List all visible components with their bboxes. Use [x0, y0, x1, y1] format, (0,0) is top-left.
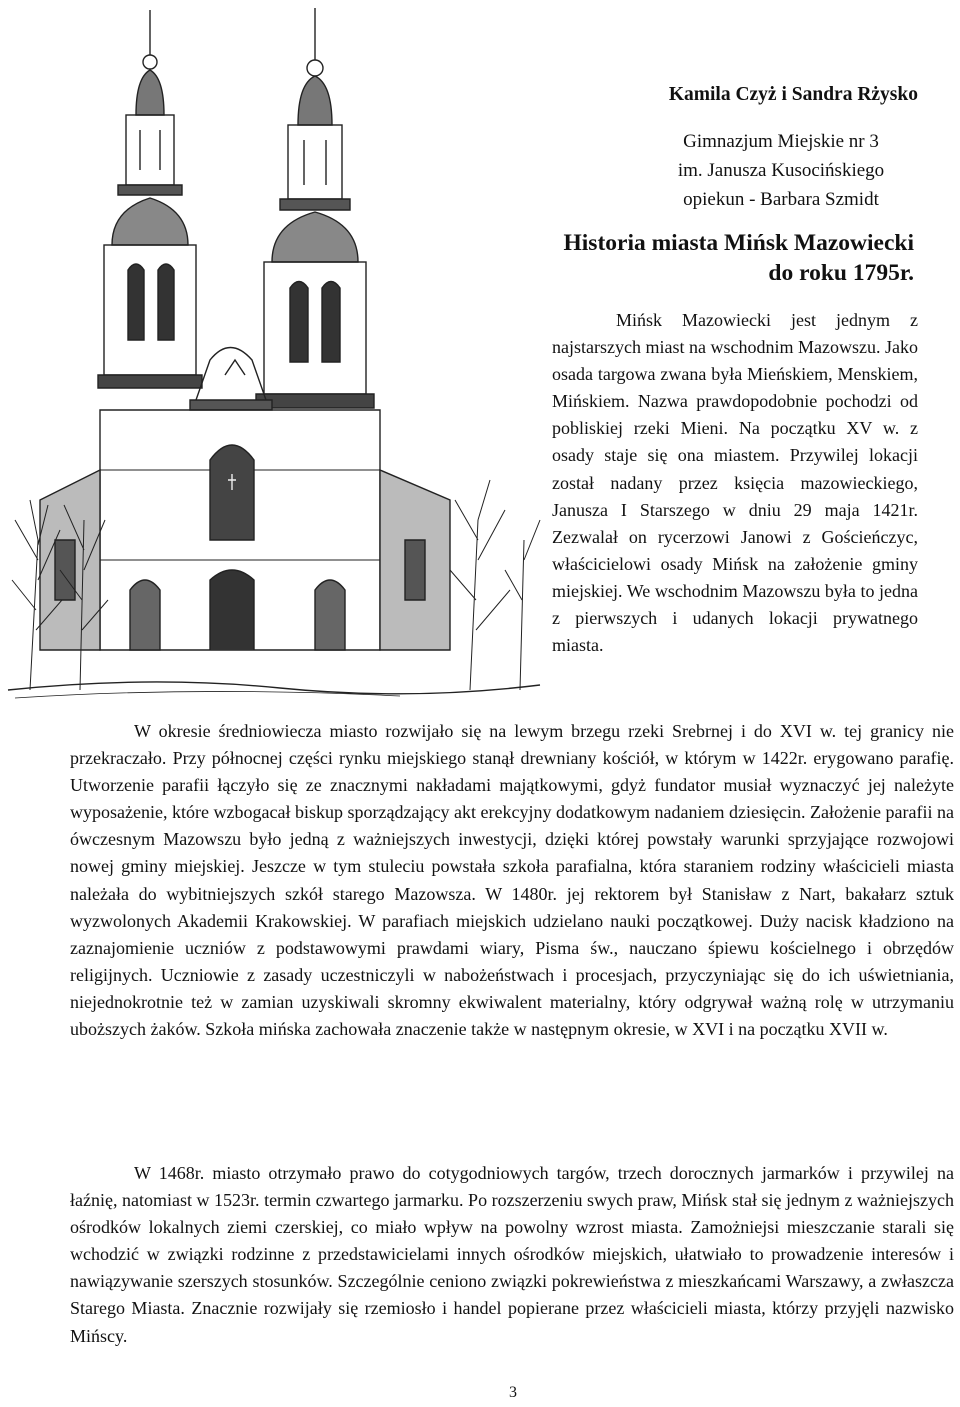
authors: Kamila Czyż i Sandra Rżysko: [668, 84, 918, 105]
school-patron: im. Janusza Kusocińskiego: [677, 160, 885, 181]
page-title: [563, 228, 914, 288]
title-line-1: Historia miasta Mińsk Mazowiecki: [563, 230, 914, 256]
page-number: 3: [509, 1384, 517, 1401]
paragraph-markets: W 1468r. miasto otrzymało prawo do cotygodniowych targów, trzech dorocznych jarmarków i przywilej na łaźnię, natomiast w 1523r. termin czwartego jarmarku. Po rozszerzeniu swych praw, Mińsk stał się jednym z ważniejszych ośrodków lokalnych ziemi czerskiej, co miało wpływ na powolny wzrost miasta. Zamożniejsi mieszczanie starali się wchodzić w związki rodzinne z przedstawicielami innych ośrodków miejskich, ułatwiało to prowadzenie interesów i nawiązywanie szerszych stosunków. Szczególnie ceniono związki pokrewieństwa z mieszkańcami Warszawy, a zwłaszcza Starego Miasta. Znacznie rozwijały się rzemiosło i handel popierane przez właścicieli miasta, którzy przyjęli nazwisko Mińscy.: [70, 1163, 954, 1346]
intro-paragraph: Mińsk Mazowiecki jest jednym z najstarszych miast na wschodnim Mazowszu. Jako osada targowa zwana była Mieńskiem, Menskiem, Mińskiem. Nazwa prawdopodobnie pochodzi od pobliskiej rzeki Mieni. Na początku XV w. z osady staje się ona miastem. Przywilej lokacji został nadany przez księcia mazowieckiego, Janusza I Starszego w dniu 29 maja 1421r. Zezwalał on rycerzowi Janowi z Gościeńczyc, właścicielowi osady Mińsk na założenie gminy miejskiej. We wschodnim Mazowszu była to jedna z pierwszych i udanych lokacji prywatnego miasta.: [552, 310, 918, 656]
school-info: [646, 127, 916, 214]
church-sketch-icon: [0, 0, 545, 700]
school-name: Gimnazjum Miejskie nr 3: [683, 131, 879, 152]
title-line-2: do roku 1795r.: [768, 260, 914, 286]
school-supervisor: opiekun - Barbara Szmidt: [683, 189, 879, 210]
paragraph-medieval: W okresie średniowiecza miasto rozwijało się na lewym brzegu rzeki Srebrnej i do XVI w. tej granicy nie przekraczało. Przy północnej części rynku miejskiego stanął drewniany kościół, w którym w 1422r. erygowano parafię. Utworzenie parafii łączyło się ze znacznymi nakładami majątkowymi, gdyż fundator musiał wyznaczyć jej należyte wyposażenie, które wzbogacał biskup sporządzający akt erekcyjny dodatkowym nadaniem dziesięcin. Założenie parafii na ówczesnym Mazowszu było jedną z ważniejszych inwestycji, dzięki której powstały warunki sprzyjające rozwojowi nowej gminy miejskiej. Jeszcze w tym stuleciu powstała szkoła parafialna, która staraniem rodziny właścicieli miasta należała do wybitniejszych szkół starego Mazowsza. W 1480r. jej rektorem był Stanisław z Nart, bakałarz sztuk wyzwolonych Akademii Krakowskiej. W parafiach miejskich udzielano nauki początkowej. Duży nacisk kładziono na zaznajomienie uczniów z podstawowymi prawdami wiary, Pisma św., nauczano śpiewu kościelnego i obrzędów religijnych. Uczniowie z zasady uczestniczyli w nabożeństwach i procesjach, przyczyniając się do ich uświetniania, niejednokrotnie też w zamian uzyskiwali skromny ekwiwalent materialny, który odgrywał ważną rolę w utrzymaniu uboższych żaków. Szkoła mińska zachowała znaczenie także w następnym okresie, w XVI i na początku XVII w.: [70, 721, 954, 1040]
